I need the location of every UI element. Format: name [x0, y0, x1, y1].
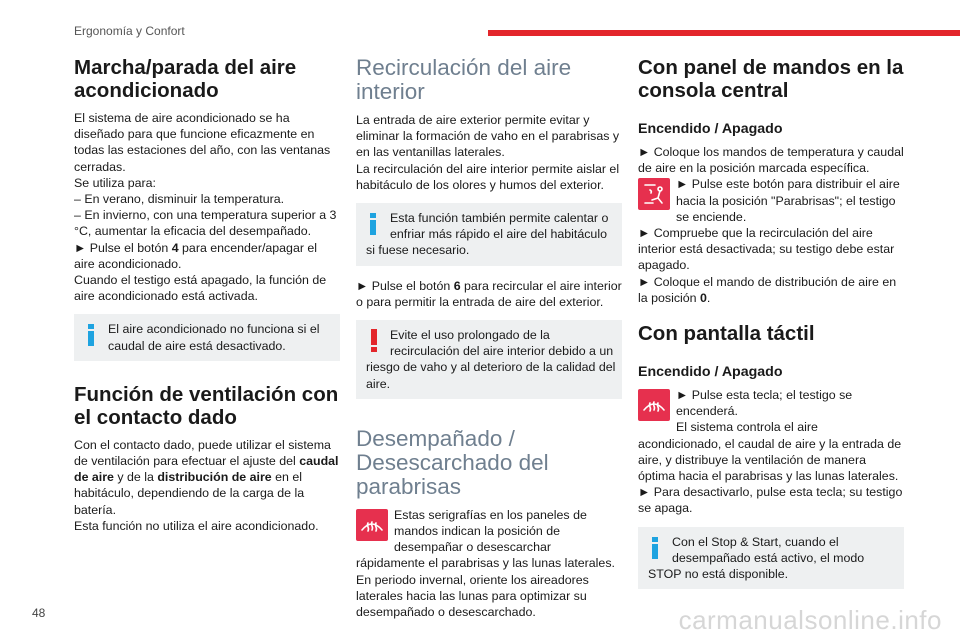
paragraph: La recirculación del aire interior permite aislar el habitáculo de los olores y humos del exterior. [356, 161, 620, 192]
air-distribution-icon [638, 178, 670, 210]
info-note [74, 314, 340, 360]
note-text: Esta función también permite calentar o enfriar más rápido el aire del habitáculo si fuese necesario. [366, 211, 609, 258]
info-icon [84, 321, 106, 351]
paragraph: Estas serigrafías en los paneles de mandos indican la posición de desempañar o desescarchar rápidamente el parabrisas y las lunas laterales. [356, 507, 615, 571]
header-accent-bar [488, 30, 960, 36]
instruction: ► Para desactivarlo, pulse esta tecla; su testigo se apaga. [638, 485, 903, 516]
watermark: carmanualsonline.info [678, 605, 942, 635]
note-text: Evite el uso prolongado de la recirculación del aire interior debido a un riesgo de vaho y al deterioro de la calidad del aire. [366, 328, 616, 391]
info-note [356, 203, 622, 266]
note-text: Con el Stop & Start, cuando el desempañado está activo, el modo STOP no está disponible. [648, 534, 865, 582]
column-2 [356, 56, 622, 620]
paragraph: El sistema controla el aire acondicionado, el caudal de aire y la entrada de aire, y distribuye la ventilación de manera óptima hacia el parabrisas y las lunas laterales. [638, 420, 902, 484]
list-item: – En verano, disminuir la temperatura. [74, 192, 285, 207]
heading-pantalla-tactil: Con pantalla táctil [638, 322, 815, 346]
paragraph: El sistema de aire acondicionado se ha diseñado para que funcione eficazmente en todas las estaciones del año, con las ventanas cerradas. [74, 111, 331, 174]
section-title: Ergonomía y Confort [74, 24, 185, 38]
paragraph: En periodo invernal, oriente los aireadores laterales hacia las lunas para optimizar su desempañado o desescarchado. [356, 572, 589, 620]
paragraph: Con el contacto dado, puede utilizar el sistema de ventilación para efectuar el ajuste del caudal de aire y de la distribución de aire en el habitáculo, dependiendo de la carga de la batería. [74, 437, 339, 517]
list-item: – En invierno, con una temperatura superior a 3 °C, aumentar la eficacia del desempañado. [74, 208, 337, 239]
subheading-encendido: Encendido / Apagado [638, 364, 783, 381]
instruction: ► Coloque el mando de distribución de aire en la posición 0. [638, 274, 897, 305]
note-text: El aire acondicionado no funciona si el caudal de aire está desactivado. [108, 322, 320, 353]
info-icon [366, 210, 388, 240]
subheading-encendido: Encendido / Apagado [638, 121, 783, 137]
paragraph: Cuando el testigo está apagado, la función de aire acondicionado está activada. [74, 273, 327, 304]
heading-desempanado: Desempañado / Desescarchado del parabrisas [356, 425, 549, 499]
windscreen-defrost-icon [638, 389, 670, 421]
windscreen-defrost-icon [356, 509, 388, 541]
paragraph: Se utiliza para: [74, 175, 156, 190]
paragraph: La entrada de aire exterior permite evitar y eliminar la formación de vaho en el parabrisas y en las ventanillas laterales. [356, 113, 620, 160]
column-1 [74, 56, 340, 534]
info-icon [648, 534, 670, 564]
instruction: ► Pulse esta tecla; el testigo se encenderá. [638, 387, 904, 419]
instruction: ► Pulse el botón 4 para encender/apagar el aire acondicionado. [74, 240, 318, 271]
instruction: ► Pulse este botón para distribuir el aire hacia la posición "Parabrisas"; el testigo se enciende. [638, 176, 904, 225]
warning-icon [366, 327, 388, 357]
heading-funcion-ventilacion: Función de ventilación con el contacto dado [74, 382, 339, 429]
instruction: ► Pulse el botón 6 para recircular el aire interior o para permitir la entrada de aire del exterior. [356, 278, 622, 309]
warning-note [356, 320, 622, 399]
page-number: 48 [32, 606, 46, 620]
heading-recirculacion: Recirculación del aire interior [356, 55, 572, 104]
paragraph: Esta función no utiliza el aire acondicionado. [74, 518, 319, 533]
instruction: ► Coloque los mandos de temperatura y caudal de aire en la posición marcada específica. [638, 145, 904, 176]
instruction: ► Compruebe que la recirculación del aire interior está desactivada; su testigo debe estar apagado. [638, 226, 895, 273]
info-note [638, 527, 904, 590]
column-3 [638, 56, 904, 601]
heading-panel-mandos: Con panel de mandos en la consola central [638, 56, 904, 102]
heading-marcha-parada: Marcha/parada del aire acondicionado [74, 56, 297, 102]
